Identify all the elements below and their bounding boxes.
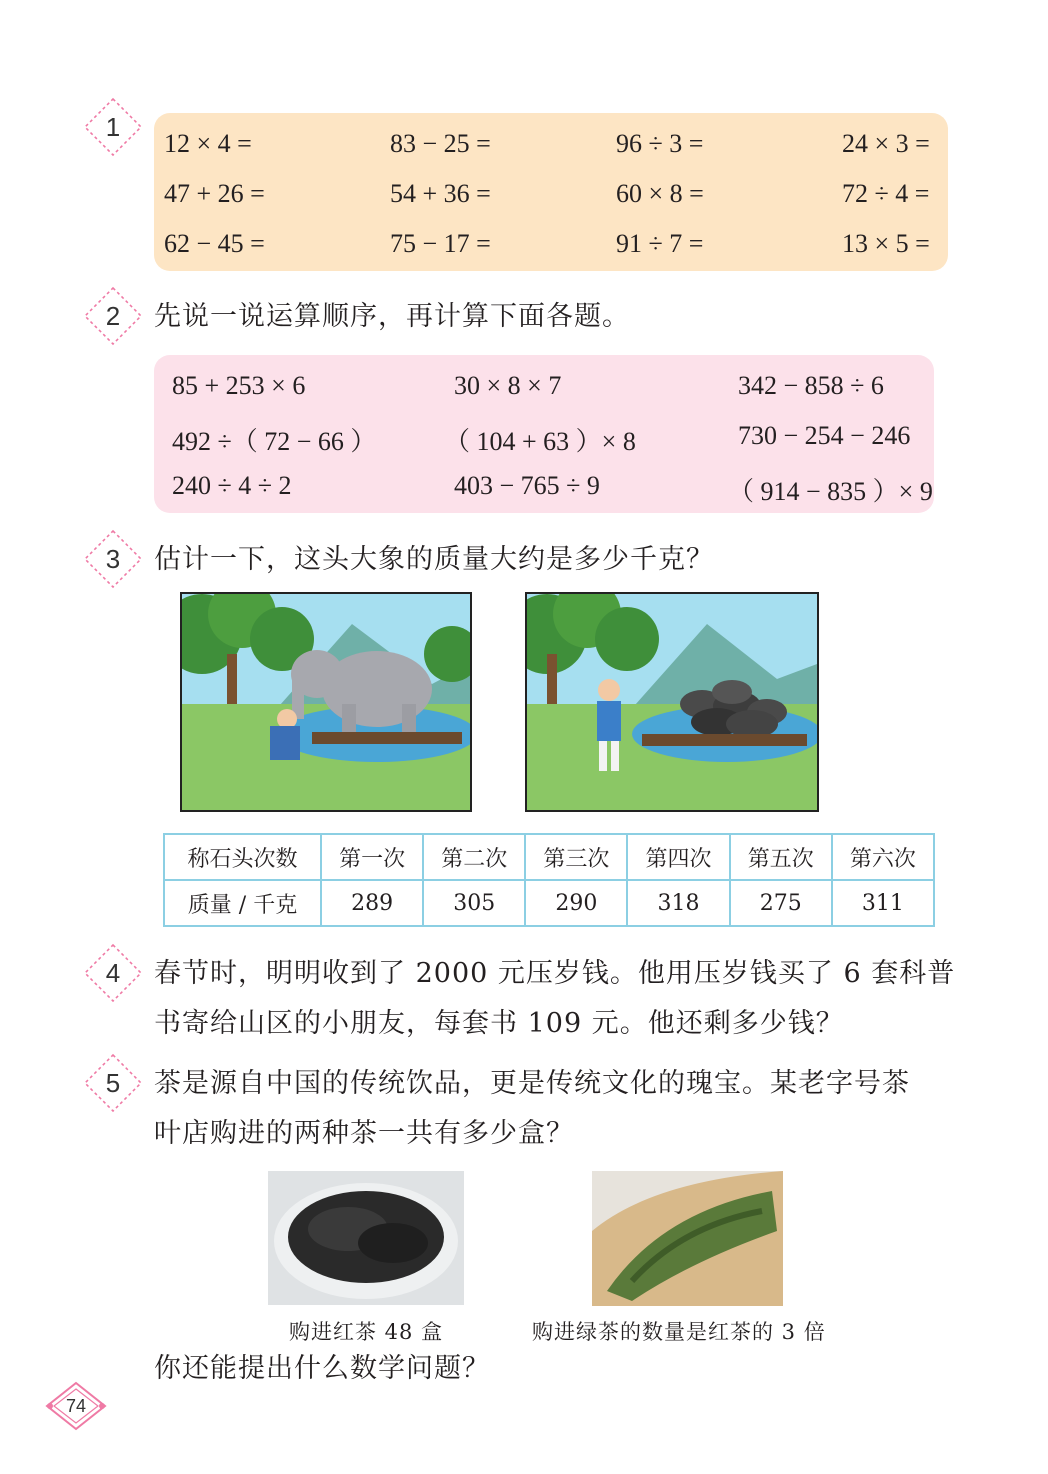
q1-expr: 60 × 8 = xyxy=(616,179,704,208)
table-row xyxy=(164,834,934,880)
q2-prompt: 先说一说运算顺序，再计算下面各题。 xyxy=(154,301,630,332)
question-marker-3 xyxy=(83,529,143,589)
elephant-boat-illustration xyxy=(180,592,472,812)
page-number-badge xyxy=(44,1380,108,1432)
black-tea-photo xyxy=(268,1171,464,1305)
green-tea-caption: 购进绿茶的数量是红茶的 3 倍 xyxy=(532,1320,826,1344)
q1-expr: 72 ÷ 4 = xyxy=(842,179,930,208)
table-cell: 311 xyxy=(832,880,934,926)
q2-expr: 30 × 8 × 7 xyxy=(454,371,562,400)
q1-expr: 24 × 3 = xyxy=(842,129,930,158)
q2-expr: （ 104 + 63 ）× 8 xyxy=(444,427,636,456)
table-cell: 289 xyxy=(321,880,423,926)
q1-expr: 54 + 36 = xyxy=(390,179,491,208)
green-tea-photo xyxy=(592,1171,783,1306)
q1-expr: 75 − 17 = xyxy=(390,229,491,258)
table-header-cell: 第六次 xyxy=(832,834,934,880)
page-number: 74 xyxy=(65,1395,87,1416)
q1-expr: 62 − 45 = xyxy=(164,229,265,258)
question-marker-2 xyxy=(83,286,143,346)
q1-expr: 47 + 26 = xyxy=(164,179,265,208)
q5-text-line2: 叶店购进的两种茶一共有多少盒？ xyxy=(154,1118,574,1149)
table-row-label: 质量 / 千克 xyxy=(164,880,321,926)
question-number: 5 xyxy=(105,1067,121,1098)
q2-expr: 342 − 858 ÷ 6 xyxy=(738,371,884,400)
q2-expr: 85 + 253 × 6 xyxy=(172,371,306,400)
stones-boat-illustration xyxy=(525,592,819,812)
q5-text-line1: 茶是源自中国的传统饮品，更是传统文化的瑰宝。某老字号茶 xyxy=(154,1068,910,1099)
q1-exercise-box xyxy=(154,113,948,271)
table-header-cell: 第四次 xyxy=(627,834,729,880)
table-cell: 275 xyxy=(730,880,832,926)
table-cell: 290 xyxy=(525,880,627,926)
question-number: 1 xyxy=(105,111,121,142)
q2-expr: 492 ÷（ 72 − 66 ） xyxy=(172,427,377,456)
q4-text-line1: 春节时，明明收到了 2000 元压岁钱。他用压岁钱买了 6 套科普 xyxy=(154,958,956,989)
question-number: 2 xyxy=(105,300,121,331)
q2-expr: （ 914 − 835 ）× 9 xyxy=(728,477,933,506)
q2-expr: 730 − 254 − 246 xyxy=(738,421,911,450)
q1-expr: 96 ÷ 3 = xyxy=(616,129,704,158)
q2-expr: 403 − 765 ÷ 9 xyxy=(454,471,600,500)
question-number: 3 xyxy=(105,543,121,574)
q1-expr: 12 × 4 = xyxy=(164,129,252,158)
stone-weighing-table xyxy=(163,833,935,927)
table-row xyxy=(164,880,934,926)
table-cell: 305 xyxy=(423,880,525,926)
black-tea-caption: 购进红茶 48 盒 xyxy=(289,1320,444,1344)
table-cell: 318 xyxy=(627,880,729,926)
table-header-cell: 称石头次数 xyxy=(164,834,321,880)
question-marker-5 xyxy=(83,1053,143,1113)
question-marker-4 xyxy=(83,943,143,1003)
q1-expr: 91 ÷ 7 = xyxy=(616,229,704,258)
question-number: 4 xyxy=(105,957,121,988)
q2-expr: 240 ÷ 4 ÷ 2 xyxy=(172,471,292,500)
q1-expr: 13 × 5 = xyxy=(842,229,930,258)
q1-expr: 83 − 25 = xyxy=(390,129,491,158)
table-header-cell: 第一次 xyxy=(321,834,423,880)
q2-exercise-box xyxy=(154,355,934,513)
q3-prompt: 估计一下，这头大象的质量大约是多少千克？ xyxy=(154,544,714,575)
table-header-cell: 第二次 xyxy=(423,834,525,880)
question-marker-1 xyxy=(83,97,143,157)
q4-text-line2: 书寄给山区的小朋友，每套书 109 元。他还剩多少钱？ xyxy=(154,1008,844,1039)
table-header-cell: 第三次 xyxy=(525,834,627,880)
table-header-cell: 第五次 xyxy=(730,834,832,880)
q5-followup: 你还能提出什么数学问题？ xyxy=(154,1353,490,1384)
